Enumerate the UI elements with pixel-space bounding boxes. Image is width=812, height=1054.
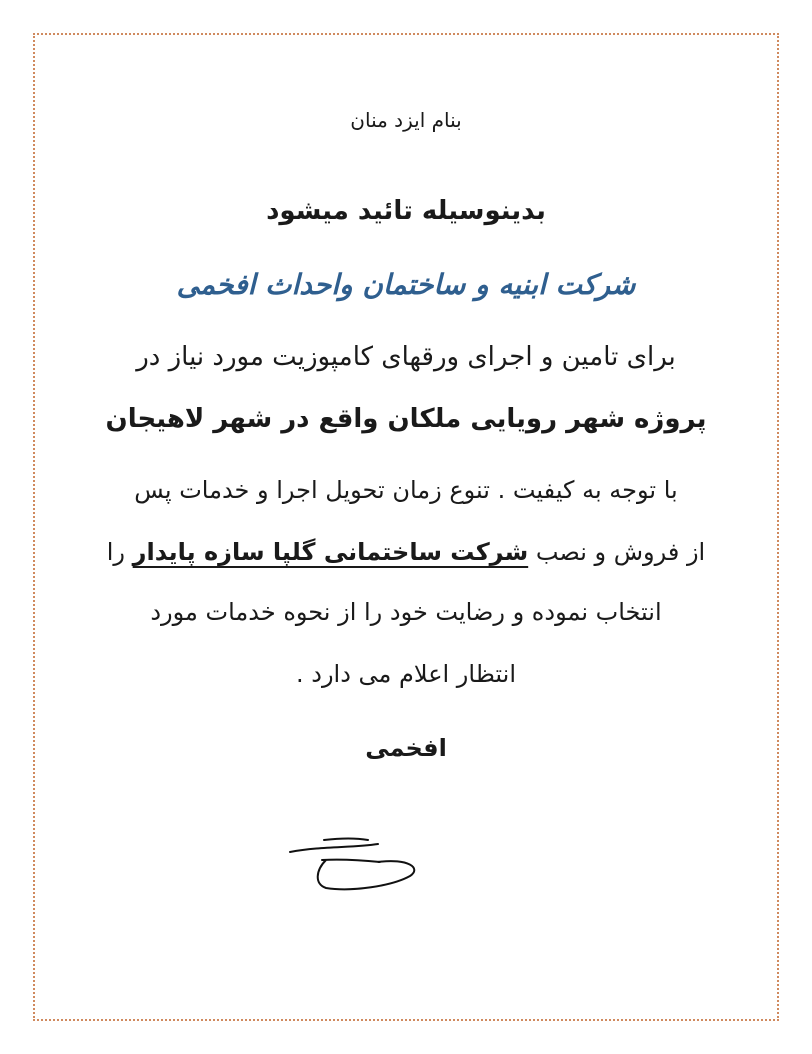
body-line-4 (90, 538, 722, 566)
confirmation-line: بدینوسیله تائید میشود (266, 196, 546, 226)
body-line-1: برای تامین و اجرای ورقهای کامپوزیت مورد نیاز در (136, 342, 676, 372)
body-line-4-start: از فروش و نصب (535, 538, 706, 566)
body-line-4-end: را (106, 538, 126, 566)
body-line-5: انتخاب نموده و رضایت خود را از نحوه خدمات مورد (150, 598, 662, 626)
body-line-6: انتظار اعلام می دارد . (296, 660, 516, 688)
body-line-3: با توجه به کیفیت . تنوع زمان تحویل اجرا و خدمات پس (134, 476, 678, 504)
company-title: شرکت ابنیه و ساختمان واحداث افخمی (176, 268, 636, 301)
letter-heading: بنام ایزد منان (350, 108, 462, 132)
signature-icon (282, 832, 428, 902)
closing-name: افخمی (365, 734, 447, 762)
highlighted-company: شرکت ساختمانی گلپا سازه پایدار (132, 538, 529, 566)
body-line-2: پروژه شهر رویایی ملکان واقع در شهر لاهیجان (105, 404, 707, 434)
